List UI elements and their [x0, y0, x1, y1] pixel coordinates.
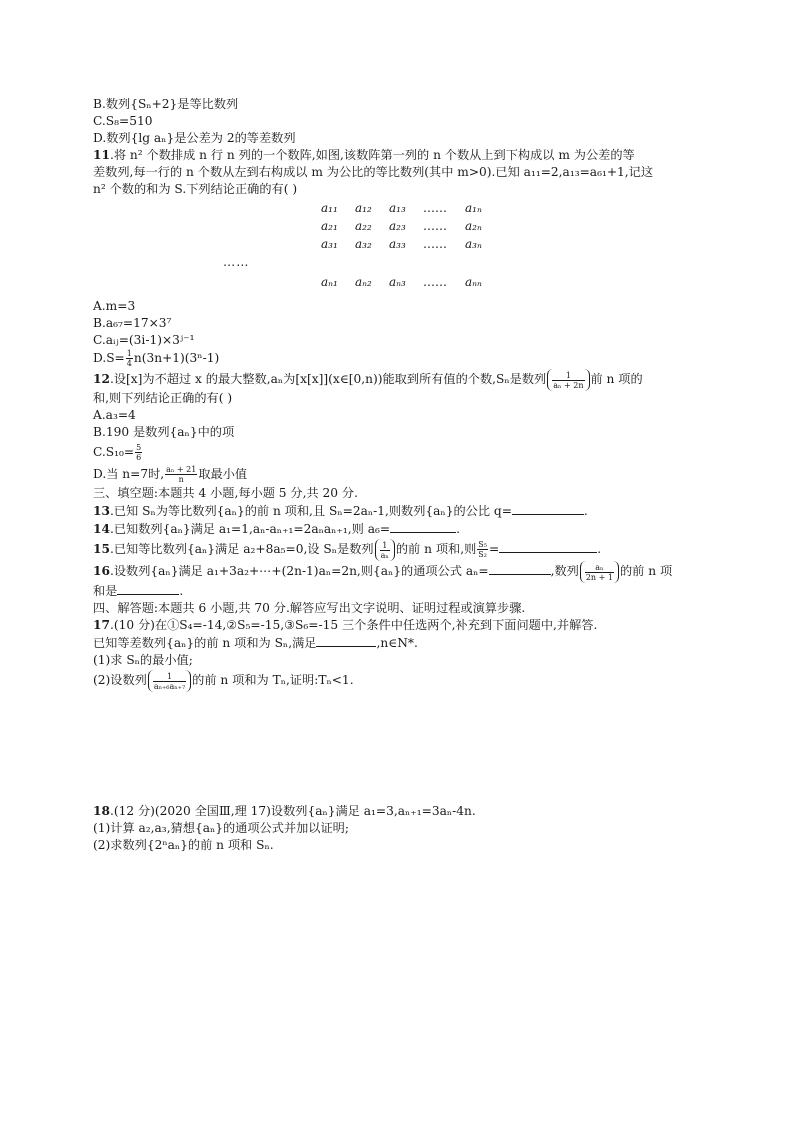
matrix-cell: ……: [423, 219, 447, 233]
matrix-cell: a₁₁: [321, 201, 338, 215]
fraction: $\frac{1}{\text{aₙ₊₆aₙ₊₇}}$: [153, 671, 186, 691]
section-3-heading: 三、填空题:本题共 4 小题,每小题 5 分,共 20 分.: [93, 486, 358, 500]
matrix-cell: a₂₃: [389, 219, 406, 233]
q15: 15.已知等比数列{aₙ}满足 a₂+8a₅=0,设 Sₙ是数列 $\frac{1}{\text{aₙ}}$ 的前 n 项和,则 $\frac{\text{S₅}}{\text{S₂}}$ = .: [93, 540, 602, 560]
q17-part-1: (1)求 Sₙ的最小值;: [93, 653, 193, 667]
answer-blank[interactable]: [489, 562, 551, 575]
matrix-cell: a₃ₙ: [465, 237, 482, 251]
q17-line-2: 已知等差数列{aₙ}的前 n 项和为 Sₙ,满足 ,n∈N*.: [93, 636, 418, 650]
q11-option-a: A.m=3: [93, 299, 136, 313]
fraction: $\frac{\text{aₙ}}{2n + 1}$: [585, 562, 613, 582]
fraction: $\frac{1}{4}$: [126, 349, 132, 368]
q10-option-c: C.S₈=510: [93, 114, 153, 128]
q17-part-2: (2)设数列 $\frac{1}{\text{aₙ₊₆aₙ₊₇}}$ 的前 n 项和为 Tₙ,证明:Tₙ<1.: [93, 671, 354, 691]
matrix-cell: a₃₂: [355, 237, 372, 251]
matrix-cell: ……: [423, 275, 447, 289]
number-matrix: [321, 200, 705, 252]
number-matrix-last-row: [321, 274, 705, 290]
q11-option-b: B.a₆₇=17×3⁷: [93, 316, 172, 330]
fraction: $\frac{1}{\text{aₙ}}$: [380, 540, 389, 560]
q11-stem-line-3: n² 个数的和为 S.下列结论正确的有( ): [93, 182, 298, 196]
sequence-brace: [547, 369, 589, 391]
q14: 14.已知数列{aₙ}满足 a₁=1,aₙ-aₙ₊₁=2aₙaₙ₊₁,则 a₆= .: [93, 522, 460, 536]
q12-option-c: C.S₁₀= $\frac{5}{6}$: [93, 443, 142, 462]
matrix-cell: a₁₂: [355, 201, 372, 215]
matrix-cell: aₙ₁: [321, 275, 338, 289]
matrix-cell: ……: [423, 201, 447, 215]
sequence-brace: [375, 539, 395, 561]
q10-option-d: D.数列{lg aₙ}是公差为 2的等差数列: [93, 131, 296, 145]
matrix-cell: aₙₙ: [465, 275, 482, 289]
q12-option-b: B.190 是数列{aₙ}中的项: [93, 425, 235, 439]
q12-stem-line-1: 12.设[x]为不超过 x 的最大整数,aₙ为[x[x]](x∈[0,n))能取到所有值的个数,Sₙ是数列 $\frac{1}{\text{aₙ + 2n}}$ 前 n 项的: [93, 370, 643, 390]
q12-option-d: D.当 n=7时, $\frac{\text{aₙ + 21}}{n}$ 取最小值: [93, 465, 248, 484]
matrix-cell: a₃₃: [389, 237, 406, 251]
q10-option-b: B.数列{Sₙ+2}是等比数列: [93, 97, 239, 111]
answer-blank[interactable]: [117, 582, 179, 595]
q15-number: 15: [93, 542, 110, 556]
section-4-heading: 四、解答题:本题共 6 小题,共 70 分.解答应写出文字说明、证明过程或演算步骤.: [93, 601, 526, 615]
q12-stem-line-2: 和,则下列结论正确的有( ): [93, 391, 233, 405]
q17-line-1: 17.(10 分)在①S₄=-14,②S₅=-15,③S₆=-15 三个条件中任选两个,补充到下面问题中,并解答.: [93, 618, 598, 632]
matrix-cell: a₁ₙ: [465, 201, 482, 215]
matrix-cell: a₂ₙ: [465, 219, 482, 233]
matrix-cell: ……: [423, 237, 447, 251]
q18-part-2: (2)求数列{2ⁿaₙ}的前 n 项和 Sₙ.: [93, 838, 274, 852]
fraction: $\frac{1}{\text{aₙ + 2n}}$: [553, 370, 584, 390]
matrix-cell: a₂₂: [355, 219, 372, 233]
matrix-cell: a₁₃: [389, 201, 406, 215]
q11-option-c: C.aᵢⱼ=(3i-1)×3ʲ⁻¹: [93, 333, 195, 347]
answer-blank[interactable]: [390, 520, 456, 533]
q11-number: 11: [93, 148, 110, 162]
matrix-vertical-dots: ……: [223, 255, 250, 269]
answer-blank[interactable]: [512, 502, 584, 515]
q11-option-d: D.S= $\frac{1}{4}$ n(3n+1)(3ⁿ-1): [93, 349, 220, 368]
q12-option-a: A.a₃=4: [93, 408, 136, 422]
q11-stem-line-1: 11.将 n² 个数排成 n 行 n 列的一个数阵,如图,该数阵第一列的 n 个数从上到下构成以 m 为公差的等: [93, 148, 635, 162]
q14-number: 14: [93, 522, 110, 536]
matrix-cell: aₙ₂: [355, 275, 372, 289]
matrix-cell: a₂₁: [321, 219, 338, 233]
fraction: $\frac{\text{S₅}}{\text{S₂}}$: [478, 540, 487, 559]
q18-part-1: (1)计算 a₂,a₃,猜想{aₙ}的通项公式并加以证明;: [93, 821, 349, 835]
fraction: $\frac{5}{6}$: [136, 443, 142, 462]
q18-number: 18: [93, 804, 110, 818]
matrix-cell: a₃₁: [321, 237, 338, 251]
matrix-cell: aₙ₃: [389, 275, 406, 289]
q16-number: 16: [93, 564, 110, 578]
sequence-brace: [580, 561, 619, 583]
q13: 13.已知 Sₙ为等比数列{aₙ}的前 n 项和,且 Sₙ=2aₙ-1,则数列{aₙ}的公比 q= .: [93, 504, 588, 518]
sequence-brace: [148, 670, 191, 692]
q11-stem-line-2: 差数列,每一行的 n 个数从左到右构成以 m 为公比的等比数列(其中 m>0).已知 a₁₁=2,a₁₃=a₆₁+1,记这: [93, 165, 654, 179]
answer-blank[interactable]: [316, 634, 376, 647]
q16-line-1: 16.设数列{aₙ}满足 a₁+3a₂+⋯+(2n-1)aₙ=2n,则{aₙ}的通项公式 aₙ= ,数列 $\frac{\text{aₙ}}{2n + 1}$ 的前 n 项: [93, 562, 673, 582]
answer-space: [93, 691, 705, 803]
exam-page: [93, 96, 705, 854]
answer-blank[interactable]: [499, 540, 597, 553]
fraction: $\frac{\text{aₙ + 21}}{n}$: [166, 465, 197, 484]
q13-number: 13: [93, 504, 110, 518]
q12-number: 12: [93, 372, 110, 386]
q17-number: 17: [93, 618, 110, 632]
q16-line-2: 和是 .: [93, 584, 184, 598]
q18-line-1: 18.(12 分)(2020 全国Ⅲ,理 17)设数列{aₙ}满足 a₁=3,aₙ₊₁=3aₙ-4n.: [93, 804, 476, 818]
